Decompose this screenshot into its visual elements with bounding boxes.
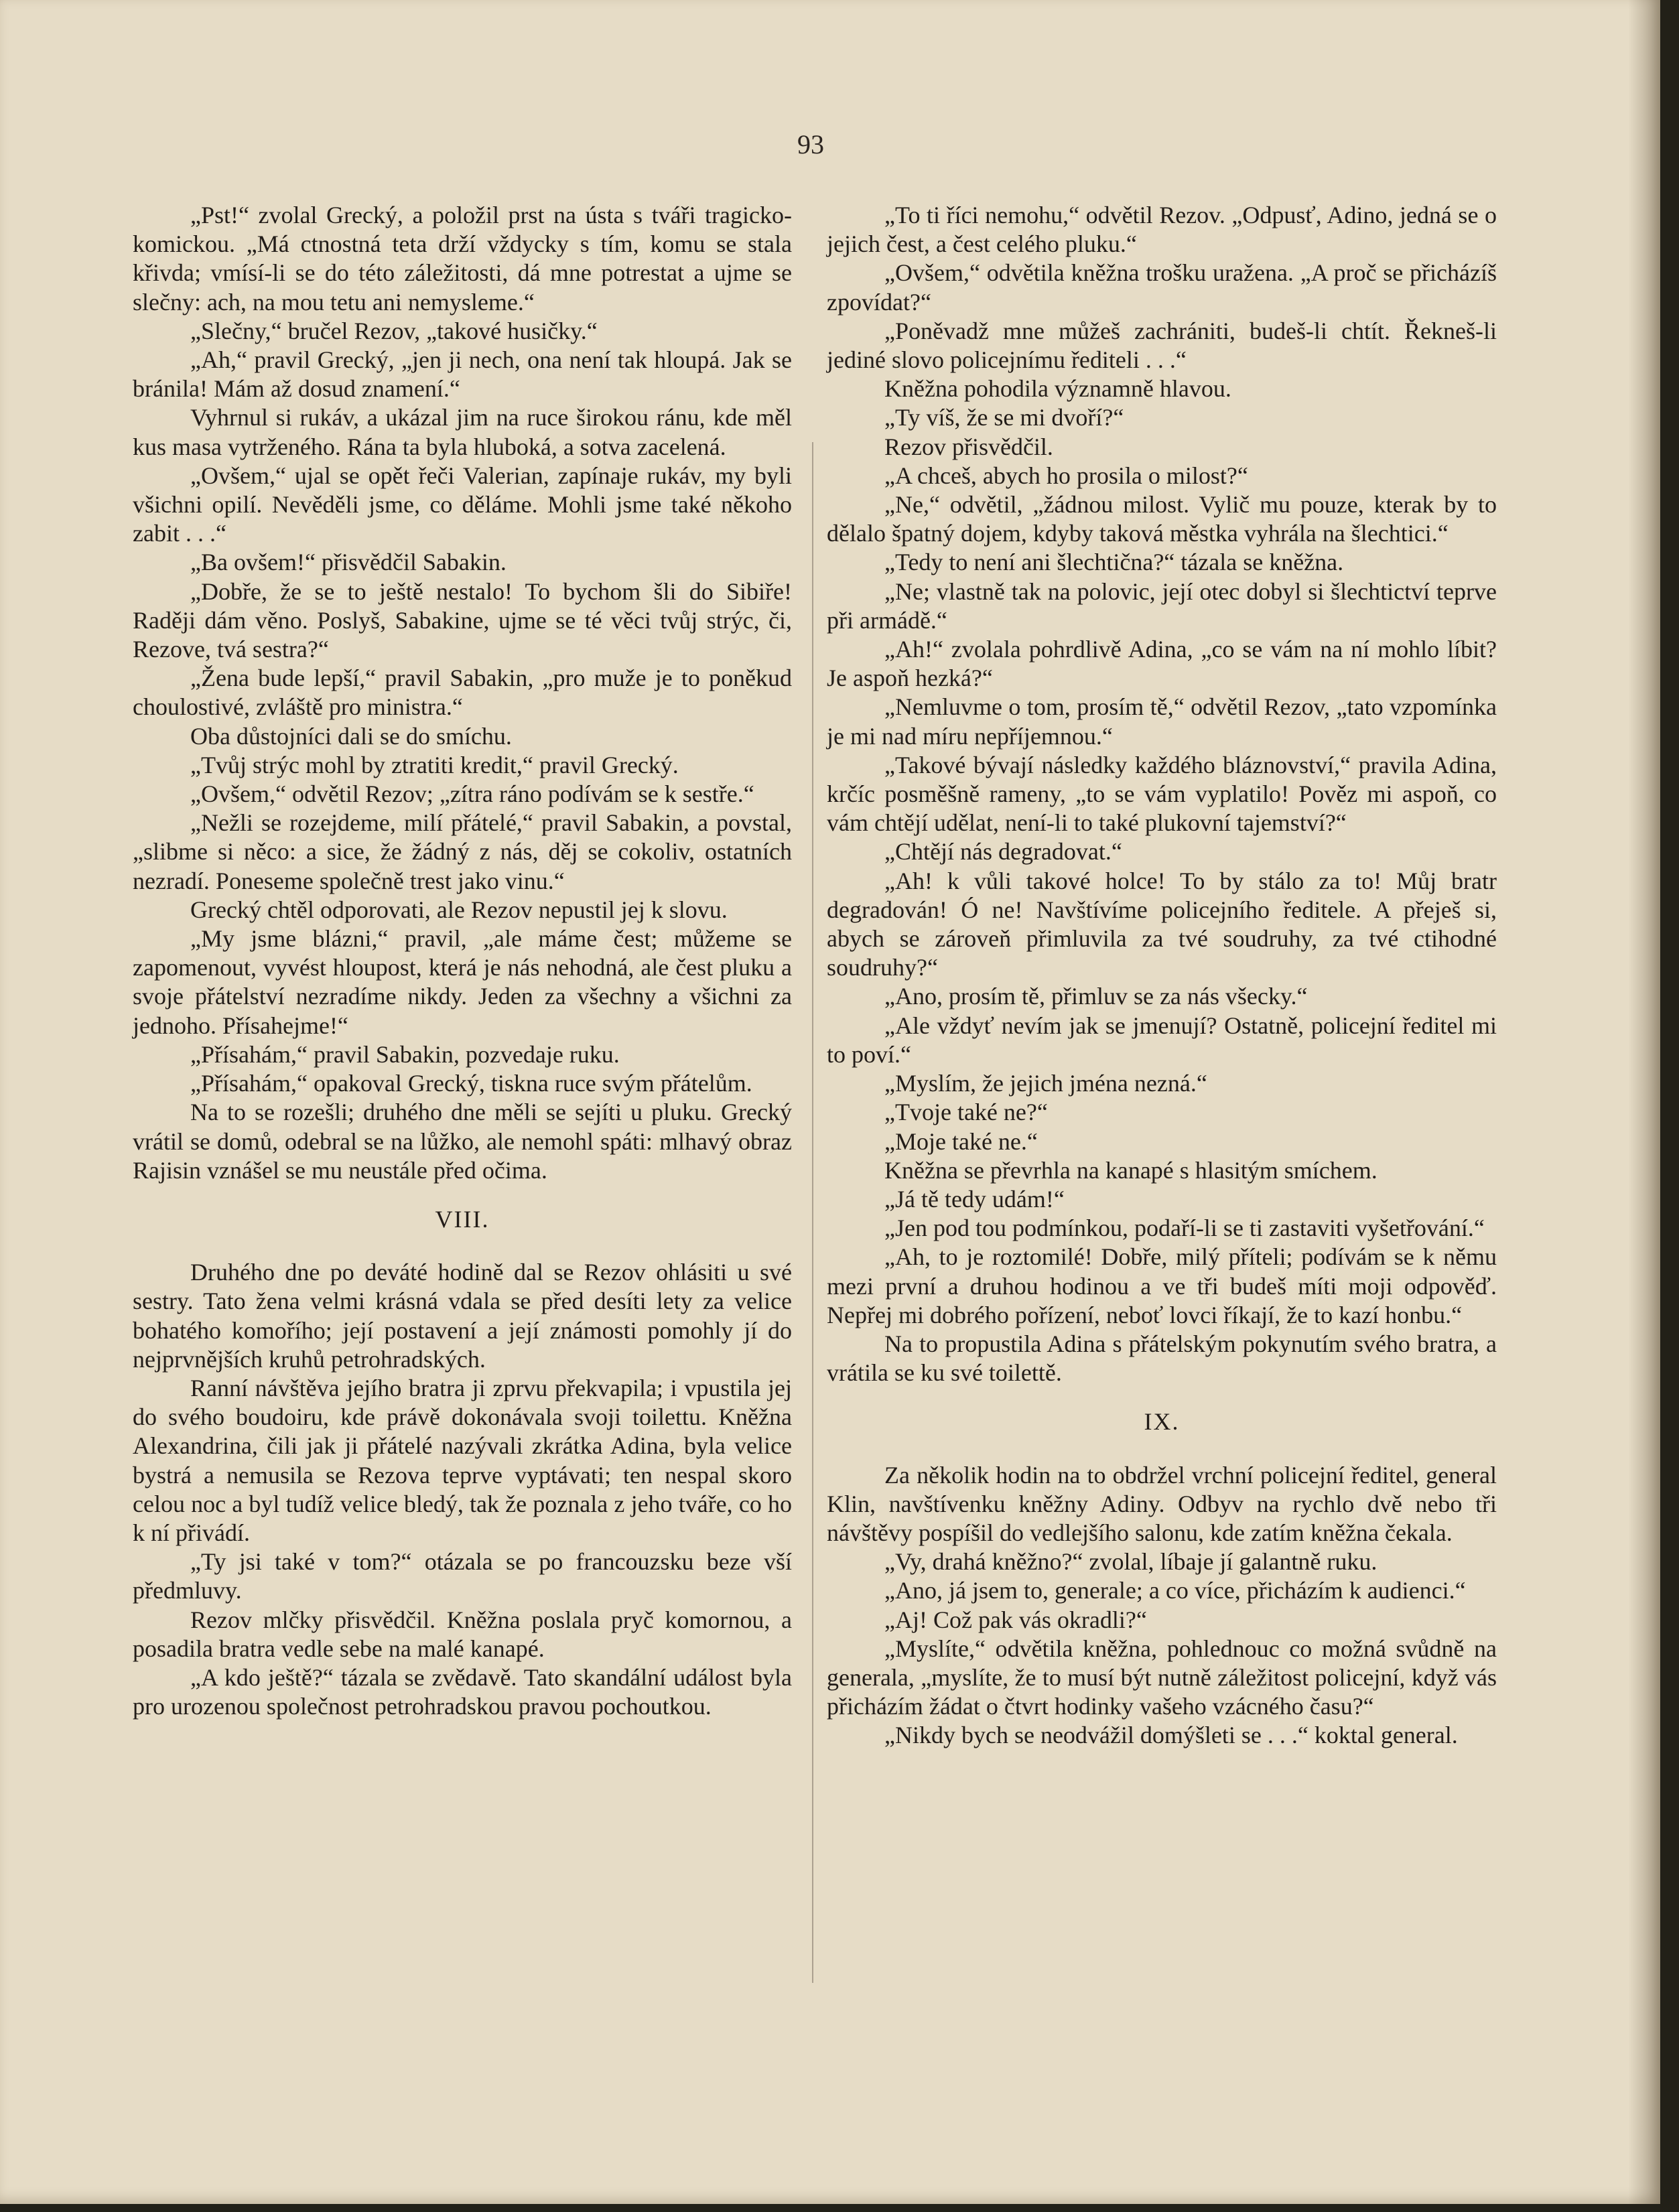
paragraph: „Přísahám,“ pravil Sabakin, pozvedaje ruku.: [190, 1040, 620, 1068]
paragraph: „Myslíte,“ odvětila kněžna, pohlednouc co možná svůdně na generala, „myslíte, že to musí být nutně záležitost policejní, když vás přicházím žádat o čtvrt hodinky vašeho vzácného času?“: [827, 1635, 1497, 1720]
left-column: [133, 201, 792, 1721]
chapter-heading: VIII.: [435, 1205, 490, 1233]
paragraph: „Tvoje také ne?“: [884, 1099, 1048, 1126]
paragraph: „Ovšem,“ ujal se opět řeči Valerian, zapínaje rukáv, my byli všichni opilí. Nevěděli jsme, co děláme. Mohli jsme také někoho zabit . . .“: [133, 462, 792, 547]
paragraph: „Ano, já jsem to, generale; a co více, přicházím k audienci.“: [884, 1577, 1466, 1604]
paragraph: „Ah,“ pravil Grecký, „jen ji nech, ona není tak hloupá. Jak se bránila! Mám až dosud znamení.“: [133, 346, 792, 403]
paragraph: „Tedy to není ani šlechtična?“ tázala se kněžna.: [884, 549, 1344, 576]
right-column: [827, 201, 1497, 1750]
paragraph: „Ty jsi také v tom?“ otázala se po francouzsku beze vší předmluvy.: [133, 1548, 792, 1604]
page-number: 93: [797, 129, 824, 159]
paragraph: „Ovšem,“ odvětila kněžna trošku uražena. „A proč se přicházíš zpovídat?“: [827, 259, 1497, 316]
paragraph: „A kdo ještě?“ tázala se zvědavě. Tato skandální událost byla pro urozenou společnost petrohradskou pravou pochoutkou.: [133, 1663, 792, 1720]
paragraph: Za několik hodin na to obdržel vrchní policejní ředitel, general Klin, navštívenku kněžny Adiny. Odbyv na rychlo dvě nebo tři návštěvy pospíšil do vedlejšího salonu, kde zatím kněžna čekala.: [827, 1461, 1497, 1546]
paragraph: „A chceš, abych ho prosila o milost?“: [884, 462, 1248, 489]
binding-shadow: [1628, 0, 1660, 2204]
paragraph: Vyhrnul si rukáv, a ukázal jim na ruce širokou ránu, kde měl kus masa vytrženého. Rána ta byla hluboká, a sotva zacelená.: [133, 404, 792, 460]
paragraph: „Ne; vlastně tak na polovic, její otec dobyl si šlechtictví teprve při armádě.“: [827, 577, 1497, 634]
paragraph: „Žena bude lepší,“ pravil Sabakin, „pro muže je to poněkud choulostivé, zvláště pro ministra.“: [133, 665, 792, 721]
paragraph: Kněžna pohodila významně hlavou.: [884, 375, 1231, 403]
column-divider: [812, 442, 813, 1983]
paragraph: „Myslím, že jejich jména nezná.“: [884, 1070, 1207, 1097]
paragraph: „Dobře, že se to ještě nestalo! To bychom šli do Sibiře! Raději dám věno. Poslyš, Sabakine, ujme se té věci tvůj strýc, či, Rezove, tvá sestra?“: [133, 577, 792, 663]
paragraph: „Ba ovšem!“ přisvědčil Sabakin.: [190, 549, 507, 576]
paragraph: „Ah, to je roztomilé! Dobře, milý příteli; podívám se k němu mezi první a druhou hodinou a ve tři budeš míti moji odpověď. Nepřej mi dobrého pořízení, neboť lovci říkají, že to kazí honbu.“: [827, 1243, 1497, 1328]
paragraph: „To ti říci nemohu,“ odvětil Rezov. „Odpusť, Adino, jedná se o jejich čest, a čest celého pluku.“: [827, 202, 1497, 258]
paragraph: Druhého dne po deváté hodině dal se Rezov ohlásiti u své sestry. Tato žena velmi krásná vdala se před desíti lety za velice bohatého komořího; její postavení a její známosti pomohly jí do nejprvnějších kruhů petrohradských.: [133, 1259, 792, 1373]
paragraph: „Ty víš, že se mi dvoří?“: [884, 404, 1124, 431]
paragraph: „Nikdy bych se neodvážil domýšleti se . . .“ koktal general.: [884, 1722, 1458, 1749]
paragraph: „Takové bývají následky každého bláznovství,“ pravila Adina, krčíc posměšně rameny, „to se vám vyplatilo! Pověz mi aspoň, co vám chtějí udělat, není-li to také plukovní tajemství?“: [827, 751, 1497, 837]
chapter-heading: IX.: [1144, 1408, 1180, 1436]
paragraph: „Ah! k vůli takové holce! To by stálo za to! Můj bratr degradován! Ó ne! Navštívíme policejního ředitele. A přeješ si, abych se zároveň přimluvila za tvé soudruhy, za tvé ctihodné soudruhy?“: [827, 867, 1497, 981]
paragraph: „Nežli se rozejdeme, milí přátelé,“ pravil Sabakin, a povstal, „slibme si něco: a sice, že žádný z nás, děj se cokoliv, ostatních nezradí. Poneseme společně trest jako vinu.“: [133, 809, 792, 894]
paragraph: „Aj! Což pak vás okradli?“: [884, 1606, 1147, 1633]
paragraph: „Nemluvme o tom, prosím tě,“ odvětil Rezov, „tato vzpomínka je mi nad míru nepříjemnou.“: [827, 693, 1497, 750]
paragraph: „Já tě tedy udám!“: [884, 1185, 1065, 1213]
paragraph: „Ovšem,“ odvětil Rezov; „zítra ráno podívám se k sestře.“: [190, 780, 754, 808]
paragraph: „Ale vždyť nevím jak se jmenují? Ostatně, policejní ředitel mi to poví.“: [827, 1012, 1497, 1068]
paragraph: Grecký chtěl odporovati, ale Rezov nepustil jej k slovu.: [190, 896, 728, 923]
paragraph: „My jsme blázni,“ pravil, „ale máme čest; můžeme se zapomenout, vyvést hloupost, která je nás nehodná, ale čest pluku a svoje přátelství nezradíme nikdy. Jeden za všechny a všichni za jednoho. Přísahejme!“: [133, 925, 792, 1039]
paragraph: Rezov přisvědčil.: [884, 433, 1053, 460]
paragraph: Ranní návštěva jejího bratra ji zprvu překvapila; i vpustila jej do svého boudoiru, kde právě dokonávala svoji toilettu. Kněžna Alexandrina, čili jak ji přátelé nazývali zkrátka Adina, byla velice bystrá a nemusila se Rezova teprve vyptávati; ten nespal skoro celou noc a byl tudíž velice bledý, tak že poznala z jeho tváře, co ho k ní přivádí.: [133, 1374, 792, 1546]
paragraph: Kněžna se převrhla na kanapé s hlasitým smíchem.: [884, 1156, 1378, 1184]
paragraph: „Ano, prosím tě, přimluv se za nás všecky.“: [884, 983, 1308, 1010]
paragraph: „Přísahám,“ opakoval Grecký, tiskna ruce svým přátelům.: [190, 1070, 752, 1097]
paragraph: „Slečny,“ bručel Rezov, „takové husičky.“: [190, 317, 598, 344]
paragraph: „Vy, drahá kněžno?“ zvolal, líbaje jí galantně ruku.: [884, 1548, 1378, 1576]
paragraph: „Chtějí nás degradovat.“: [884, 838, 1122, 866]
paragraph: „Moje také ne.“: [884, 1127, 1038, 1155]
paragraph: Na to propustila Adina s přátelským pokynutím svého bratra, a vrátila se ku své toilettě.: [827, 1330, 1497, 1387]
paragraph: Na to se rozešli; druhého dne měli se sejíti u pluku. Grecký vrátil se domů, odebral se na lůžko, ale nemohl spáti: mlhavý obraz Rajisin vznášel se mu neustále před očima.: [133, 1099, 792, 1184]
paragraph: „Ah!“ zvolala pohrdlivě Adina, „co se vám na ní mohlo líbit? Je aspoň hezká?“: [827, 636, 1497, 692]
paragraph: „Tvůj strýc mohl by ztratiti kredit,“ pravil Grecký.: [190, 751, 679, 778]
paragraph: Oba důstojníci dali se do smíchu.: [190, 722, 512, 750]
paragraph: „Ne,“ odvětil, „žádnou milost. Vylič mu pouze, kterak by to dělalo špatný dojem, kdyby taková městka vyhrála na šlechtici.“: [827, 491, 1497, 547]
paragraph: „Jen pod tou podmínkou, podaří-li se ti zastaviti vyšetřování.“: [884, 1215, 1485, 1242]
paragraph: „Pst!“ zvolal Grecký, a položil prst na ústa s tváři tragicko-komickou. „Má ctnostná teta drží vždycky s tím, komu se stala křivda; vmísí-li se do této záležitosti, dá mne potrestat a ujme se slečny: ach, na mou tetu ani nemysleme.“: [133, 202, 792, 316]
paragraph: Rezov mlčky přisvědčil. Kněžna poslala pryč komornou, a posadila bratra vedle sebe na malé kanapé.: [133, 1606, 792, 1662]
paragraph: „Poněvadž mne můžeš zachrániti, budeš-li chtít. Řekneš-li jediné slovo policejnímu řediteli . . .“: [827, 317, 1497, 374]
